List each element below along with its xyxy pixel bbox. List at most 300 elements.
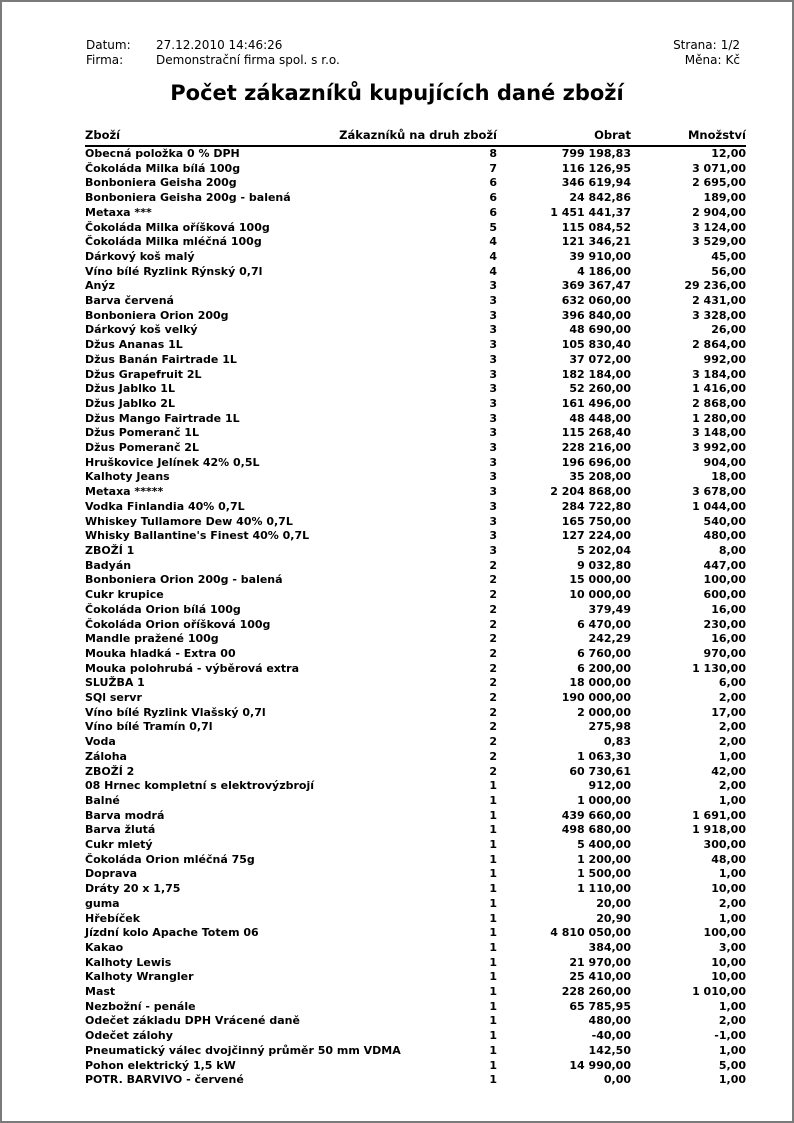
- item-name-cell: Kakao: [85, 940, 124, 954]
- item-name-cell: ZBOŽÍ 2: [85, 764, 135, 778]
- mnozstvi-cell: 12,00: [711, 147, 746, 160]
- item-name-cell: Vodka Finlandia 40% 0,7L: [85, 499, 245, 513]
- customers-count-cell: 1: [489, 1058, 497, 1072]
- mnozstvi-cell: 230,00: [703, 617, 746, 631]
- customers-count-cell: 1: [489, 823, 497, 837]
- customers-count-cell: 3: [489, 499, 497, 513]
- customers-count-cell: 2: [489, 676, 497, 690]
- obrat-cell: 284 722,80: [561, 499, 631, 513]
- customers-count-cell: 1: [489, 896, 497, 910]
- customers-count-cell: 3: [489, 426, 497, 440]
- item-name-cell: guma: [85, 896, 120, 910]
- mnozstvi-cell: 16,00: [711, 602, 746, 616]
- customers-count-cell: 2: [489, 735, 497, 749]
- mnozstvi-cell: 1,00: [718, 867, 746, 881]
- table-row: [85, 412, 746, 427]
- item-name-cell: Čokoláda Milka bílá 100g: [85, 161, 241, 175]
- obrat-cell: 228 216,00: [561, 441, 631, 455]
- table-row: [85, 397, 746, 412]
- obrat-cell: 6 760,00: [577, 646, 631, 660]
- table-row: [85, 309, 746, 324]
- obrat-cell: 10 000,00: [569, 588, 631, 602]
- report-title: Počet zákazníků kupujících dané zboží: [170, 81, 624, 105]
- item-name-cell: Pneumatický válec dvojčinný průměr 50 mm VDMA: [85, 1043, 401, 1057]
- customers-count-cell: 2: [489, 705, 497, 719]
- page-number-label: Strana:: [673, 38, 717, 52]
- customers-count-cell: 3: [489, 514, 497, 528]
- customers-count-cell: 1: [489, 1029, 497, 1043]
- obrat-cell: 18 000,00: [569, 676, 631, 690]
- obrat-cell: 196 696,00: [561, 455, 631, 469]
- table-row: [85, 529, 746, 544]
- obrat-cell: -40,00: [591, 1029, 631, 1043]
- customers-count-cell: 2: [489, 749, 497, 763]
- table-row: [85, 1029, 746, 1044]
- mnozstvi-cell: 1,00: [718, 793, 746, 807]
- col-header-mnozstvi: Množství: [631, 126, 746, 146]
- table-row: [85, 647, 746, 662]
- table-row: [85, 853, 746, 868]
- obrat-cell: 632 060,00: [561, 294, 631, 308]
- table-row: [85, 162, 746, 177]
- customers-count-cell: 3: [489, 396, 497, 410]
- item-name-cell: Barva žlutá: [85, 823, 156, 837]
- mnozstvi-cell: 2 864,00: [692, 338, 746, 352]
- table-row: [85, 985, 746, 1000]
- item-name-cell: Barva červená: [85, 294, 174, 308]
- item-name-cell: Cukr krupice: [85, 588, 164, 602]
- item-name-cell: Džus Pomeranč 2L: [85, 441, 199, 455]
- item-name-cell: SLUŽBA 1: [85, 676, 145, 690]
- mnozstvi-cell: 3 148,00: [692, 426, 746, 440]
- customers-count-cell: 3: [489, 470, 497, 484]
- customers-count-cell: 3: [489, 338, 497, 352]
- table-row: [85, 544, 746, 559]
- table-row: [85, 368, 746, 383]
- table-row: [85, 426, 746, 441]
- item-name-cell: Záloha: [85, 749, 127, 763]
- obrat-cell: 242,29: [588, 632, 631, 646]
- obrat-cell: 142,50: [588, 1043, 631, 1057]
- table-row: [85, 485, 746, 500]
- item-name-cell: Bonboniera Orion 200g - balená: [85, 573, 283, 587]
- item-name-cell: Kalhoty Jeans: [85, 470, 170, 484]
- obrat-cell: 1 200,00: [577, 852, 631, 866]
- company-value: Demonstrační firma spol. s r.o.: [156, 53, 340, 67]
- customers-count-cell: 1: [489, 970, 497, 984]
- table-row: [85, 588, 746, 603]
- obrat-cell: 396 840,00: [561, 308, 631, 322]
- item-name-cell: Whisky Ballantine's Finest 40% 0,7L: [85, 529, 310, 543]
- obrat-cell: 52 260,00: [569, 382, 631, 396]
- mnozstvi-cell: 3,00: [718, 940, 746, 954]
- table-row: [85, 823, 746, 838]
- obrat-cell: 39 910,00: [569, 249, 631, 263]
- obrat-cell: 228 260,00: [561, 985, 631, 999]
- obrat-cell: 65 785,95: [569, 999, 631, 1013]
- mnozstvi-cell: 56,00: [711, 264, 746, 278]
- obrat-cell: 1 451 441,37: [550, 205, 631, 219]
- mnozstvi-cell: -1,00: [714, 1029, 746, 1043]
- item-name-cell: Džus Banán Fairtrade 1L: [85, 352, 237, 366]
- customers-count-cell: 6: [489, 176, 497, 190]
- mnozstvi-cell: 3 678,00: [692, 485, 746, 499]
- table-header-row: [85, 126, 746, 146]
- mnozstvi-cell: 1,00: [718, 999, 746, 1013]
- customers-count-cell: 2: [489, 617, 497, 631]
- mnozstvi-cell: 1 918,00: [692, 823, 746, 837]
- item-name-cell: Mouka hladká - Extra 00: [85, 646, 236, 660]
- item-name-cell: Džus Ananas 1L: [85, 338, 183, 352]
- mnozstvi-cell: 1 010,00: [692, 985, 746, 999]
- item-name-cell: Džus Grapefruit 2L: [85, 367, 202, 381]
- obrat-cell: 2 204 868,00: [550, 485, 631, 499]
- mnozstvi-cell: 6,00: [718, 676, 746, 690]
- customers-count-cell: 4: [489, 264, 497, 278]
- table-row: [85, 912, 746, 927]
- item-name-cell: Víno bílé Ryzlink Rýnský 0,7l: [85, 264, 263, 278]
- table-row: [85, 838, 746, 853]
- table-row: [85, 456, 746, 471]
- obrat-cell: 21 970,00: [569, 955, 631, 969]
- table-row: [85, 235, 746, 250]
- obrat-cell: 127 224,00: [561, 529, 631, 543]
- obrat-cell: 346 619,94: [561, 176, 631, 190]
- item-name-cell: Džus Jablko 1L: [85, 382, 175, 396]
- customers-count-cell: 3: [489, 367, 497, 381]
- customers-count-cell: 3: [489, 529, 497, 543]
- customers-count-cell: 1: [489, 867, 497, 881]
- mnozstvi-cell: 3 328,00: [692, 308, 746, 322]
- mnozstvi-cell: 45,00: [711, 249, 746, 263]
- mnozstvi-cell: 17,00: [711, 705, 746, 719]
- item-name-cell: Čokoláda Orion oříšková 100g: [85, 617, 271, 631]
- customers-count-cell: 1: [489, 808, 497, 822]
- item-name-cell: Anýz: [85, 279, 115, 293]
- mnozstvi-cell: 2 904,00: [692, 205, 746, 219]
- table-row: [85, 500, 746, 515]
- table-row: [85, 867, 746, 882]
- customers-count-cell: 1: [489, 985, 497, 999]
- item-name-cell: Balné: [85, 793, 120, 807]
- obrat-cell: 275,98: [588, 720, 631, 734]
- mnozstvi-cell: 600,00: [703, 588, 746, 602]
- table-row: [85, 956, 746, 971]
- item-name-cell: Čokoláda Milka oříšková 100g: [85, 220, 270, 234]
- table-row: [85, 618, 746, 633]
- obrat-cell: 20,00: [596, 896, 631, 910]
- obrat-cell: 5 202,04: [577, 543, 631, 557]
- obrat-cell: 9 032,80: [577, 558, 631, 572]
- obrat-cell: 116 126,95: [561, 161, 631, 175]
- customers-count-cell: 4: [489, 249, 497, 263]
- mnozstvi-cell: 10,00: [711, 970, 746, 984]
- table-row: [85, 897, 746, 912]
- customers-count-cell: 2: [489, 558, 497, 572]
- item-name-cell: Doprava: [85, 867, 138, 881]
- table-row: [85, 338, 746, 353]
- item-name-cell: 08 Hrnec kompletní s elektrovýzbrojí: [85, 779, 315, 793]
- customers-count-cell: 1: [489, 779, 497, 793]
- mnozstvi-cell: 2,00: [718, 720, 746, 734]
- table-row: [85, 206, 746, 221]
- mnozstvi-cell: 1,00: [718, 749, 746, 763]
- item-name-cell: Hruškovice Jelínek 42% 0,5L: [85, 455, 260, 469]
- item-name-cell: Whiskey Tullamore Dew 40% 0,7L: [85, 514, 293, 528]
- table-row: [85, 1073, 746, 1088]
- customers-count-cell: 3: [489, 308, 497, 322]
- obrat-cell: 24 842,86: [569, 191, 631, 205]
- mnozstvi-cell: 904,00: [703, 455, 746, 469]
- obrat-cell: 2 000,00: [577, 705, 631, 719]
- obrat-cell: 5 400,00: [577, 838, 631, 852]
- currency-label: Měna:: [684, 53, 722, 67]
- obrat-cell: 60 730,61: [569, 764, 631, 778]
- table-row: [85, 265, 746, 280]
- obrat-cell: 115 268,40: [561, 426, 631, 440]
- item-name-cell: Voda: [85, 735, 116, 749]
- item-name-cell: Odečet zálohy: [85, 1029, 173, 1043]
- item-name-cell: Nezbožní - penále: [85, 999, 196, 1013]
- mnozstvi-cell: 540,00: [703, 514, 746, 528]
- customers-count-cell: 2: [489, 720, 497, 734]
- table-row: [85, 250, 746, 265]
- obrat-cell: 6 200,00: [577, 661, 631, 675]
- customers-count-cell: 1: [489, 838, 497, 852]
- mnozstvi-cell: 2,00: [718, 779, 746, 793]
- item-name-cell: Metaxa *****: [85, 485, 164, 499]
- customers-count-cell: 2: [489, 764, 497, 778]
- customers-count-cell: 3: [489, 411, 497, 425]
- item-name-cell: POTR. BARVIVO - červené: [85, 1073, 244, 1087]
- item-name-cell: Bonboniera Geisha 200g: [85, 176, 237, 190]
- table-row: [85, 941, 746, 956]
- date-row: [86, 38, 340, 53]
- customers-count-cell: 3: [489, 543, 497, 557]
- item-name-cell: Hřebíček: [85, 911, 141, 925]
- obrat-cell: 439 660,00: [561, 808, 631, 822]
- table-row: [85, 632, 746, 647]
- customers-count-cell: 6: [489, 205, 497, 219]
- obrat-cell: 161 496,00: [561, 396, 631, 410]
- report-meta-right: [673, 38, 740, 68]
- item-name-cell: Metaxa ***: [85, 205, 152, 219]
- report-meta-left: [86, 38, 340, 68]
- mnozstvi-cell: 1 280,00: [692, 411, 746, 425]
- page-number-row: [673, 38, 740, 53]
- mnozstvi-cell: 970,00: [703, 646, 746, 660]
- mnozstvi-cell: 5,00: [718, 1058, 746, 1072]
- customers-count-cell: 2: [489, 646, 497, 660]
- obrat-cell: 369 367,47: [561, 279, 631, 293]
- table-row: [85, 603, 746, 618]
- item-name-cell: Čokoláda Milka mléčná 100g: [85, 235, 262, 249]
- customers-count-cell: 2: [489, 602, 497, 616]
- table-row: [85, 1059, 746, 1074]
- mnozstvi-cell: 3 071,00: [692, 161, 746, 175]
- customers-count-cell: 1: [489, 882, 497, 896]
- table-row: [85, 676, 746, 691]
- company-row: [86, 53, 340, 68]
- customers-count-cell: 3: [489, 455, 497, 469]
- table-row: [85, 146, 746, 162]
- table-row: [85, 191, 746, 206]
- obrat-cell: 48 448,00: [569, 411, 631, 425]
- table-row: [85, 750, 746, 765]
- customers-count-cell: 1: [489, 1043, 497, 1057]
- table-row: [85, 970, 746, 985]
- date-value: 27.12.2010 14:46:26: [156, 38, 283, 52]
- currency-value: Kč: [725, 53, 740, 67]
- item-name-cell: Bonboniera Geisha 200g - balená: [85, 191, 291, 205]
- table-row: [85, 809, 746, 824]
- customers-count-cell: 1: [489, 793, 497, 807]
- obrat-cell: 498 680,00: [561, 823, 631, 837]
- table-row: [85, 779, 746, 794]
- customers-count-cell: 1: [489, 999, 497, 1013]
- table-row: [85, 470, 746, 485]
- mnozstvi-cell: 1 044,00: [692, 499, 746, 513]
- table-row: [85, 559, 746, 574]
- customers-count-cell: 6: [489, 191, 497, 205]
- obrat-cell: 480,00: [588, 1014, 631, 1028]
- table-row: [85, 1014, 746, 1029]
- mnozstvi-cell: 3 529,00: [692, 235, 746, 249]
- customers-count-cell: 3: [489, 352, 497, 366]
- customers-count-cell: 3: [489, 441, 497, 455]
- mnozstvi-cell: 1 691,00: [692, 808, 746, 822]
- table-row: [85, 882, 746, 897]
- customers-count-cell: 1: [489, 1014, 497, 1028]
- customers-count-cell: 2: [489, 632, 497, 646]
- table-row: [85, 735, 746, 750]
- table-row: [85, 573, 746, 588]
- obrat-cell: 384,00: [588, 940, 631, 954]
- item-name-cell: Pohon elektrický 1,5 kW: [85, 1058, 236, 1072]
- table-row: [85, 382, 746, 397]
- table-row: [85, 926, 746, 941]
- customers-count-cell: 2: [489, 588, 497, 602]
- mnozstvi-cell: 10,00: [711, 955, 746, 969]
- col-header-obrat: Obrat: [497, 126, 631, 146]
- item-name-cell: Víno bílé Ryzlink Vlašský 0,7l: [85, 705, 266, 719]
- obrat-cell: 4 810 050,00: [550, 926, 631, 940]
- mnozstvi-cell: 447,00: [703, 558, 746, 572]
- customers-count-cell: 8: [489, 147, 497, 160]
- item-name-cell: SQl servr: [85, 691, 142, 705]
- obrat-cell: 0,00: [603, 1073, 631, 1087]
- obrat-cell: 35 208,00: [569, 470, 631, 484]
- obrat-cell: 15 000,00: [569, 573, 631, 587]
- table-row: [85, 1000, 746, 1015]
- customers-count-cell: 1: [489, 911, 497, 925]
- obrat-cell: 25 410,00: [569, 970, 631, 984]
- item-name-cell: Badyán: [85, 558, 132, 572]
- table-body: [85, 146, 746, 1088]
- item-name-cell: Mouka polohrubá - výběrová extra: [85, 661, 300, 675]
- obrat-cell: 799 198,83: [561, 147, 631, 160]
- table-row: [85, 720, 746, 735]
- obrat-cell: 1 000,00: [577, 793, 631, 807]
- item-name-cell: Dráty 20 x 1,75: [85, 882, 181, 896]
- obrat-cell: 182 184,00: [561, 367, 631, 381]
- item-name-cell: Kalhoty Lewis: [85, 955, 172, 969]
- table-row: [85, 294, 746, 309]
- item-name-cell: Jízdní kolo Apache Totem 06: [85, 926, 259, 940]
- customers-count-cell: 7: [489, 161, 497, 175]
- obrat-cell: 0,83: [603, 735, 631, 749]
- customers-count-cell: 3: [489, 294, 497, 308]
- item-name-cell: Kalhoty Wrangler: [85, 970, 194, 984]
- customers-count-cell: 4: [489, 235, 497, 249]
- item-name-cell: Bonboniera Orion 200g: [85, 308, 229, 322]
- mnozstvi-cell: 48,00: [711, 852, 746, 866]
- item-name-cell: Cukr mletý: [85, 838, 153, 852]
- mnozstvi-cell: 42,00: [711, 764, 746, 778]
- table-row: [85, 279, 746, 294]
- mnozstvi-cell: 18,00: [711, 470, 746, 484]
- item-name-cell: Obecná položka 0 % DPH: [85, 147, 240, 160]
- item-name-cell: Mast: [85, 985, 116, 999]
- customers-count-cell: 3: [489, 382, 497, 396]
- obrat-cell: 190 000,00: [561, 691, 631, 705]
- mnozstvi-cell: 2 431,00: [692, 294, 746, 308]
- table-row: [85, 323, 746, 338]
- table-row: [85, 706, 746, 721]
- mnozstvi-cell: 992,00: [703, 352, 746, 366]
- customers-count-cell: 1: [489, 852, 497, 866]
- report-table: [85, 126, 746, 1088]
- mnozstvi-cell: 26,00: [711, 323, 746, 337]
- mnozstvi-cell: 10,00: [711, 882, 746, 896]
- item-name-cell: Čokoláda Orion mléčná 75g: [85, 852, 255, 866]
- mnozstvi-cell: 1 416,00: [692, 382, 746, 396]
- mnozstvi-cell: 1 130,00: [692, 661, 746, 675]
- item-name-cell: Džus Pomeranč 1L: [85, 426, 199, 440]
- mnozstvi-cell: 3 992,00: [692, 441, 746, 455]
- item-name-cell: Barva modrá: [85, 808, 165, 822]
- item-name-cell: Džus Mango Fairtrade 1L: [85, 411, 240, 425]
- table-row: [85, 515, 746, 530]
- mnozstvi-cell: 300,00: [703, 838, 746, 852]
- table-row: [85, 794, 746, 809]
- mnozstvi-cell: 1,00: [718, 1073, 746, 1087]
- table-row: [85, 353, 746, 368]
- mnozstvi-cell: 29 236,00: [684, 279, 746, 293]
- table-row: [85, 691, 746, 706]
- item-name-cell: Dárkový koš malý: [85, 249, 195, 263]
- mnozstvi-cell: 2 695,00: [692, 176, 746, 190]
- customers-count-cell: 2: [489, 573, 497, 587]
- customers-count-cell: 1: [489, 940, 497, 954]
- mnozstvi-cell: 189,00: [703, 191, 746, 205]
- currency-row: [673, 53, 740, 68]
- obrat-cell: 14 990,00: [569, 1058, 631, 1072]
- mnozstvi-cell: 2,00: [718, 691, 746, 705]
- table-row: [85, 441, 746, 456]
- mnozstvi-cell: 480,00: [703, 529, 746, 543]
- customers-count-cell: 3: [489, 323, 497, 337]
- obrat-cell: 105 830,40: [561, 338, 631, 352]
- table-row: [85, 662, 746, 677]
- mnozstvi-cell: 16,00: [711, 632, 746, 646]
- mnozstvi-cell: 100,00: [703, 573, 746, 587]
- mnozstvi-cell: 8,00: [718, 543, 746, 557]
- customers-count-cell: 1: [489, 955, 497, 969]
- obrat-cell: 37 072,00: [569, 352, 631, 366]
- mnozstvi-cell: 3 184,00: [692, 367, 746, 381]
- obrat-cell: 379,49: [588, 602, 631, 616]
